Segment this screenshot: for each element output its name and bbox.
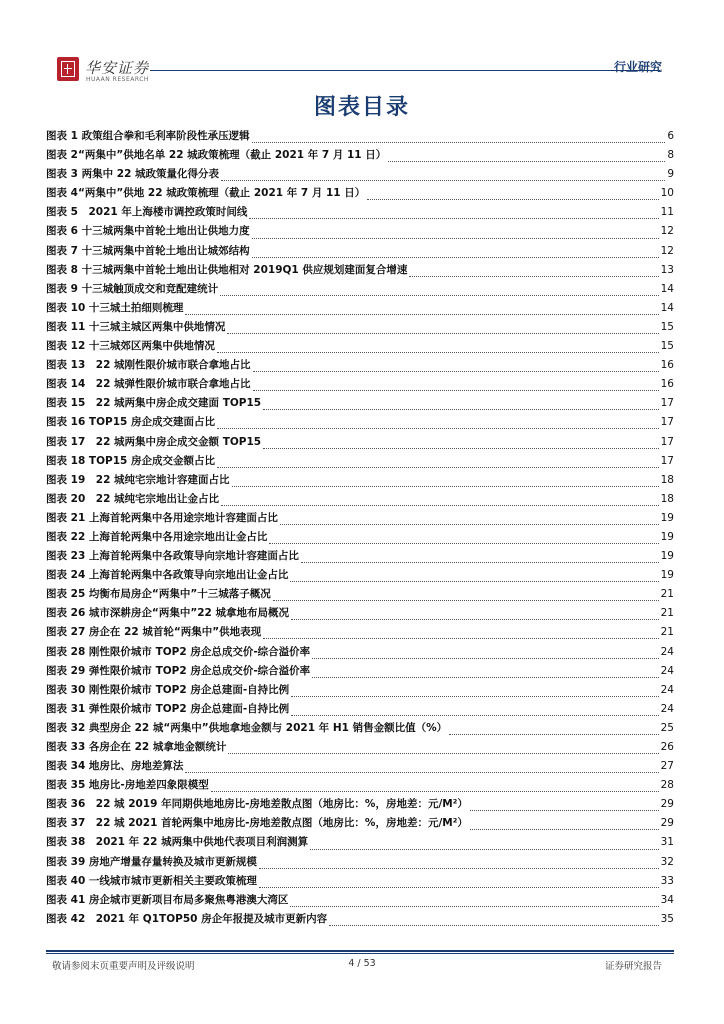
toc-entry[interactable] <box>46 491 674 510</box>
toc-entry-label[interactable]: 图表 4“两集中”供地 22 城政策梳理（截止 2021 年 7 月 11 日） <box>46 187 366 200</box>
toc-entry[interactable] <box>46 605 674 624</box>
toc-entry[interactable] <box>46 586 674 605</box>
toc-entry[interactable] <box>46 319 674 338</box>
toc-entry[interactable] <box>46 911 674 930</box>
toc-entry[interactable] <box>46 701 674 720</box>
toc-leader-dots <box>312 650 658 659</box>
toc-entry-label[interactable]: 图表 22 上海首轮两集中各用途宗地出让金占比 <box>46 530 268 543</box>
toc-entry-label[interactable]: 图表 27 房企在 22 城首轮“两集中”供地表现 <box>46 626 262 639</box>
toc-entry-page[interactable]: 19 <box>660 511 674 524</box>
toc-entry[interactable] <box>46 185 674 204</box>
toc-entry[interactable] <box>46 128 674 147</box>
report-type: 证券研究报告 <box>604 961 662 972</box>
toc-entry-label[interactable]: 图表 17 22 城两集中房企成交金额 TOP15 <box>46 435 262 448</box>
toc-entry[interactable] <box>46 567 674 586</box>
toc-leader-dots <box>252 230 659 239</box>
toc-leader-dots <box>310 841 659 850</box>
toc-entry-page[interactable]: 19 <box>660 550 674 563</box>
toc-entry-label[interactable]: 图表 25 均衡布局房企“两集中”十三城落子概况 <box>46 588 271 601</box>
huaan-logo-icon <box>57 57 79 81</box>
toc-entry-page[interactable]: 27 <box>660 760 674 773</box>
toc-entry[interactable] <box>46 682 674 701</box>
toc-entry[interactable] <box>46 777 674 796</box>
toc-entry[interactable] <box>46 529 674 548</box>
toc-entry-page[interactable]: 18 <box>660 492 674 505</box>
toc-entry-page[interactable]: 18 <box>660 473 674 486</box>
toc-entry-page[interactable]: 15 <box>660 340 674 353</box>
toc-entry[interactable] <box>46 834 674 853</box>
toc-entry[interactable] <box>46 223 674 242</box>
toc-entry-page[interactable]: 14 <box>660 301 674 314</box>
toc-leader-dots <box>409 268 658 277</box>
toc-entry-page[interactable]: 34 <box>660 893 674 906</box>
toc-leader-dots <box>388 153 665 162</box>
toc-entry[interactable] <box>46 758 674 777</box>
toc-entry-label[interactable]: 图表 42 2021 年 Q1TOP50 房企年报提及城市更新内容 <box>46 912 328 925</box>
toc-entry[interactable] <box>46 281 674 300</box>
toc-entry-page[interactable]: 17 <box>660 397 674 410</box>
toc-entry-label[interactable]: 图表 13 22 城刚性限价城市联合拿地占比 <box>46 359 251 372</box>
logo-en-text: HUAAN RESEARCH <box>86 76 149 83</box>
table-of-figures <box>46 128 674 930</box>
toc-entry-label[interactable]: 图表 19 22 城纯宅宗地计容建面占比 <box>46 473 230 486</box>
toc-entry-page[interactable]: 31 <box>660 836 674 849</box>
toc-entry[interactable] <box>46 434 674 453</box>
toc-entry[interactable] <box>46 873 674 892</box>
toc-entry[interactable] <box>46 204 674 223</box>
toc-entry-page[interactable]: 32 <box>660 855 674 868</box>
toc-leader-dots <box>249 210 658 219</box>
toc-entry-page[interactable]: 25 <box>660 721 674 734</box>
toc-entry-label[interactable]: 图表 28 刚性限价城市 TOP2 房企总成交价-综合溢价率 <box>46 645 311 658</box>
toc-entry-label[interactable]: 图表 16 TOP15 房企成交建面占比 <box>46 416 215 429</box>
toc-leader-dots <box>253 363 659 372</box>
toc-entry-label[interactable]: 图表 24 上海首轮两集中各政策导向宗地出让金占比 <box>46 569 289 582</box>
toc-entry[interactable] <box>46 624 674 643</box>
toc-entry[interactable] <box>46 548 674 567</box>
toc-leader-dots <box>280 516 659 525</box>
toc-entry-page[interactable]: 10 <box>660 187 674 200</box>
toc-entry-label[interactable]: 图表 39 房地产增量存量转换及城市更新规模 <box>46 855 257 868</box>
toc-entry-page[interactable]: 13 <box>660 263 674 276</box>
toc-entry-label[interactable]: 图表 37 22 城 2021 首轮两集中地房比-房地差散点图（地房比：%，房地差：元/M²） <box>46 817 468 830</box>
toc-entry-label[interactable]: 图表 31 弹性限价城市 TOP2 房企总建面-自持比例 <box>46 702 290 715</box>
toc-entry-label[interactable]: 图表 29 弹性限价城市 TOP2 房企总成交价-综合溢价率 <box>46 664 311 677</box>
toc-entry[interactable] <box>46 644 674 663</box>
toc-entry-page[interactable]: 28 <box>660 779 674 792</box>
page-title: 图表目录 <box>313 95 410 120</box>
toc-entry[interactable] <box>46 663 674 682</box>
toc-entry-label[interactable]: 图表 15 22 城两集中房企成交建面 TOP15 <box>46 397 262 410</box>
toc-leader-dots <box>269 535 658 544</box>
toc-entry-page[interactable]: 17 <box>660 435 674 448</box>
toc-leader-dots <box>470 802 659 811</box>
toc-entry-page[interactable]: 29 <box>660 798 674 811</box>
toc-leader-dots <box>185 764 658 773</box>
toc-leader-dots <box>290 898 658 907</box>
toc-entry-page[interactable]: 9 <box>667 168 674 181</box>
page-number: 4 / 53 <box>348 958 376 969</box>
toc-leader-dots <box>211 783 659 792</box>
toc-entry-page[interactable]: 24 <box>660 702 674 715</box>
toc-entry-page[interactable]: 35 <box>660 912 674 925</box>
toc-entry[interactable] <box>46 338 674 357</box>
toc-entry-label[interactable]: 图表 23 上海首轮两集中各政策导向宗地计容建面占比 <box>46 550 299 563</box>
footer-divider <box>46 950 674 952</box>
toc-entry-label[interactable]: 图表 38 2021 年 22 城两集中供地代表项目利润测算 <box>46 836 309 849</box>
toc-entry-page[interactable]: 19 <box>660 530 674 543</box>
toc-entry-page[interactable]: 12 <box>660 244 674 257</box>
footer-disclaimer: 敬请参阅末页重要声明及评级说明 <box>52 961 195 972</box>
footer-divider-thin <box>46 953 674 954</box>
toc-entry-label[interactable]: 图表 35 地房比-房地差四象限模型 <box>46 779 209 792</box>
toc-leader-dots <box>367 191 658 200</box>
toc-entry-label[interactable]: 图表 36 22 城 2019 年同期供地地房比-房地差散点图（地房比：%，房地差：元/M²） <box>46 798 468 811</box>
toc-entry-page[interactable]: 21 <box>660 607 674 620</box>
toc-leader-dots <box>259 879 659 888</box>
toc-entry-label[interactable]: 图表 10 十三城土拍细则梳理 <box>46 301 184 314</box>
toc-entry[interactable] <box>46 472 674 491</box>
toc-entry-label[interactable]: 图表 1 政策组合拳和毛利率阶段性承压逻辑 <box>46 130 250 142</box>
toc-entry-page[interactable]: 16 <box>660 378 674 391</box>
toc-entry-label[interactable]: 图表 2“两集中”供地名单 22 城政策梳理（截止 2021 年 7 月 11 日） <box>46 149 387 162</box>
toc-entry-label[interactable]: 图表 18 TOP15 房企成交金额占比 <box>46 454 215 467</box>
toc-entry-label[interactable]: 图表 33 各房企在 22 城拿地金额统计 <box>46 741 227 753</box>
toc-leader-dots <box>217 344 659 353</box>
toc-leader-dots <box>329 917 659 926</box>
toc-entry-page[interactable]: 8 <box>667 149 674 162</box>
toc-entry-label[interactable]: 图表 32 典型房企 22 城“两集中”供地拿地金额与 2021 年 H1 销售金额比值（%） <box>46 721 448 734</box>
toc-leader-dots <box>449 726 659 735</box>
toc-entry[interactable] <box>46 262 674 281</box>
toc-entry-page[interactable]: 12 <box>660 225 674 238</box>
toc-entry-label[interactable]: 图表 21 上海首轮两集中各用途宗地计容建面占比 <box>46 511 278 524</box>
toc-entry-page[interactable]: 26 <box>660 741 674 753</box>
toc-entry-page[interactable]: 21 <box>660 588 674 601</box>
toc-leader-dots <box>470 821 659 830</box>
toc-entry-label[interactable]: 图表 20 22 城纯宅宗地出让金占比 <box>46 492 220 505</box>
toc-leader-dots <box>217 420 659 429</box>
toc-entry-page[interactable]: 24 <box>660 645 674 658</box>
toc-entry-label[interactable]: 图表 8 十三城两集中首轮土地出让供地相对 2019Q1 供应规划建面复合增速 <box>46 263 408 276</box>
toc-leader-dots <box>312 669 658 678</box>
toc-entry-page[interactable]: 24 <box>660 683 674 696</box>
toc-leader-dots <box>301 554 659 563</box>
toc-leader-dots <box>252 134 666 143</box>
toc-entry[interactable] <box>46 376 674 395</box>
toc-entry-page[interactable]: 19 <box>660 569 674 582</box>
toc-entry[interactable] <box>46 453 674 472</box>
toc-entry[interactable] <box>46 243 674 262</box>
toc-entry-label[interactable]: 图表 34 地房比、房地差算法 <box>46 760 184 773</box>
toc-entry[interactable] <box>46 414 674 433</box>
toc-leader-dots <box>228 745 658 754</box>
toc-entry-page[interactable]: 6 <box>667 130 674 142</box>
toc-entry[interactable] <box>46 815 674 834</box>
toc-entry[interactable] <box>46 357 674 376</box>
toc-entry[interactable] <box>46 854 674 873</box>
toc-leader-dots <box>217 459 659 468</box>
toc-leader-dots <box>221 497 659 506</box>
page-header <box>0 0 724 90</box>
toc-entry-page[interactable]: 17 <box>660 416 674 429</box>
toc-entry-page[interactable]: 24 <box>660 664 674 677</box>
toc-entry-label[interactable]: 图表 7 十三城两集中首轮土地出让城郊结构 <box>46 244 250 257</box>
toc-entry-label[interactable]: 图表 14 22 城弹性限价城市联合拿地占比 <box>46 378 251 391</box>
toc-leader-dots <box>232 478 659 487</box>
toc-leader-dots <box>252 249 659 258</box>
toc-entry[interactable] <box>46 796 674 815</box>
toc-entry-page[interactable]: 11 <box>660 206 674 219</box>
toc-leader-dots <box>253 382 659 391</box>
toc-leader-dots <box>220 287 659 296</box>
toc-entry-label[interactable]: 图表 26 城市深耕房企“两集中”22 城拿地布局概况 <box>46 607 289 620</box>
toc-entry[interactable] <box>46 892 674 911</box>
toc-leader-dots <box>185 306 658 315</box>
logo-cn-text: 华安证券 <box>85 59 150 77</box>
toc-leader-dots <box>290 573 658 582</box>
toc-leader-dots <box>291 707 658 716</box>
toc-entry-label[interactable]: 图表 6 十三城两集中首轮土地出让供地力度 <box>46 225 250 238</box>
toc-entry-page[interactable]: 17 <box>660 454 674 467</box>
toc-entry[interactable] <box>46 166 674 185</box>
toc-entry[interactable] <box>46 395 674 414</box>
toc-entry-label[interactable]: 图表 12 十三城郊区两集中供地情况 <box>46 340 215 353</box>
toc-entry[interactable] <box>46 720 674 739</box>
toc-entry-label[interactable]: 图表 41 房企城市更新项目布局多聚焦粤港澳大湾区 <box>46 893 289 906</box>
toc-entry-label[interactable]: 图表 40 一线城市城市更新相关主要政策梳理 <box>46 874 257 887</box>
toc-entry-page[interactable]: 33 <box>660 874 674 887</box>
header-divider <box>150 70 660 71</box>
toc-leader-dots <box>263 630 658 639</box>
toc-leader-dots <box>227 325 658 334</box>
toc-entry-label[interactable]: 图表 5 2021 年上海楼市调控政策时间线 <box>46 206 248 219</box>
toc-entry-label[interactable]: 图表 30 刚性限价城市 TOP2 房企总建面-自持比例 <box>46 683 290 696</box>
toc-entry-label[interactable]: 图表 3 两集中 22 城政策量化得分表 <box>46 168 220 181</box>
toc-entry-page[interactable]: 16 <box>660 359 674 372</box>
toc-entry-page[interactable]: 29 <box>660 817 674 830</box>
toc-leader-dots <box>263 440 659 449</box>
toc-leader-dots <box>273 592 659 601</box>
toc-leader-dots <box>221 172 665 181</box>
toc-leader-dots <box>263 401 659 410</box>
toc-leader-dots <box>259 860 659 869</box>
toc-leader-dots <box>291 611 659 620</box>
toc-entry[interactable] <box>46 510 674 529</box>
toc-entry[interactable] <box>46 147 674 166</box>
toc-entry-page[interactable]: 21 <box>660 626 674 639</box>
toc-leader-dots <box>291 688 658 697</box>
toc-entry-page[interactable]: 14 <box>660 282 674 295</box>
toc-entry-label[interactable]: 图表 9 十三城触顶成交和竞配建统计 <box>46 282 219 295</box>
toc-entry-page[interactable]: 15 <box>660 320 674 333</box>
toc-entry[interactable] <box>46 739 674 758</box>
toc-entry-label[interactable]: 图表 11 十三城主城区两集中供地情况 <box>46 320 226 333</box>
toc-entry[interactable] <box>46 300 674 319</box>
industry-tag: 行业研究 <box>613 60 662 74</box>
